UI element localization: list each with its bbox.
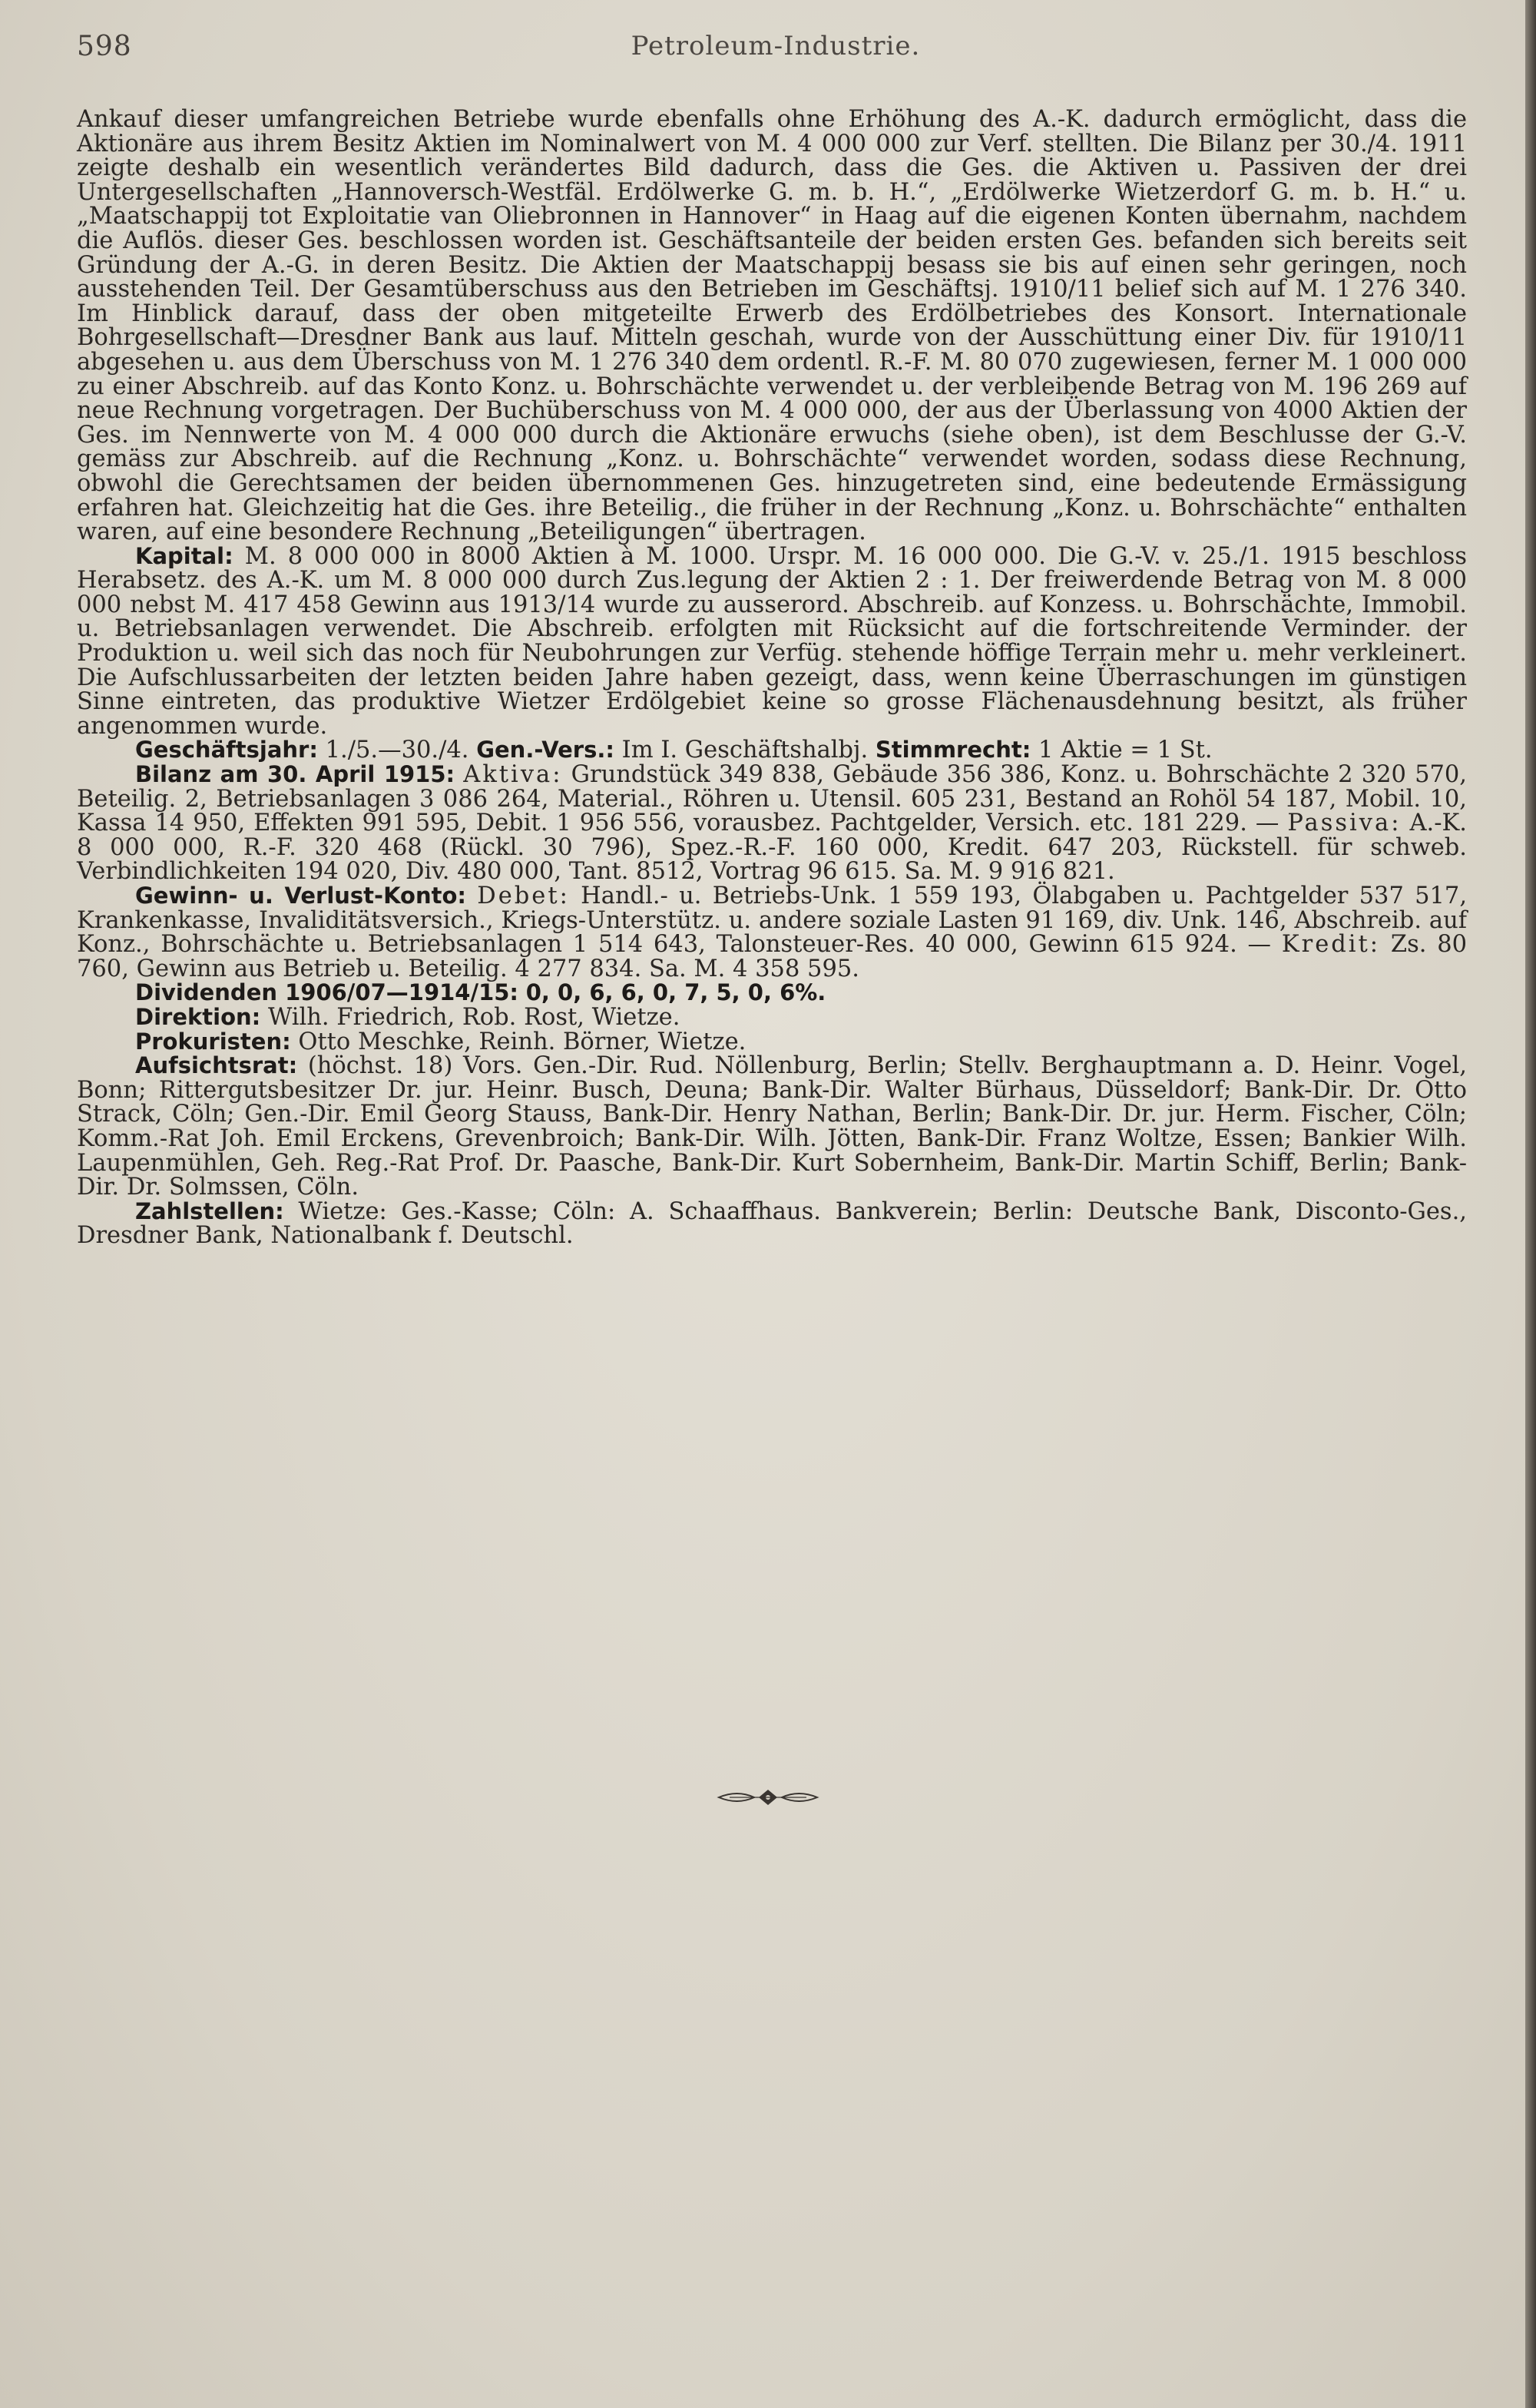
page-header xyxy=(77,31,1475,74)
direktion-text: Wilh. Friedrich, Rob. Rost, Wietze. xyxy=(267,1003,680,1031)
dividenden-label: Dividenden 1906/07—1914/15: xyxy=(135,979,519,1006)
direktion-section xyxy=(77,1005,1467,1030)
zahlstellen-label: Zahlstellen: xyxy=(135,1197,284,1224)
aktiva-text: Grundstück 349 838, Gebäude 356 386, Konz. u. Bohrschächte 2 320 570, Beteilig. 2, Betriebsanlagen 3 086 264, Material., Röhren u. Utensil. 605 231, Bestand an Rohöl 54 187, Mobil. 10, Kassa 14 950, Effekten 991 595, Debit. 1 956 556, vorausbez. Pachtgelder, Versich. etc. 181 229. — xyxy=(77,761,1467,837)
genvers-label: Gen.-Vers.: xyxy=(476,737,614,763)
kapital-label: Kapital: xyxy=(135,542,233,569)
page-edge-shadow xyxy=(1525,0,1536,2408)
guv-label: Gewinn- u. Verlust-Konto: xyxy=(135,883,466,909)
fleuron-ornament-icon xyxy=(714,1786,822,1809)
aufsichtsrat-label: Aufsichtsrat: xyxy=(135,1052,298,1079)
geschaeftsjahr-label: Geschäftsjahr: xyxy=(135,737,318,763)
aufsichtsrat-text: (höchst. 18) Vors. Gen.-Dir. Rud. Nöllenburg, Berlin; Stellv. Berghauptmann a. D. Heinr. Vogel, Bonn; Rittergutsbesitzer Dr. jur. Heinr. Busch, Deuna; Bank-Dir. Walter Bürhaus, Düsseldorf; Bank-Dir. Dr. Otto Strack, Cöln; Gen.-Dir. Emil Georg Stauss, Bank-Dir. Henry Nathan, Berlin; Bank-Dir. Dr. jur. Herm. Fischer, Cöln; Komm.-Rat Joh. Emil Erckens, Grevenbroich; Bank-Dir. Wilh. Jötten, Bank-Dir. Franz Woltze, Essen; Bankier Wilh. Laupenmühlen, Geh. Reg.-Rat Prof. Dr. Paasche, Bank-Dir. Kurt Sobernheim, Bank-Dir. Martin Schiff, Berlin; Bank-Dir. Dr. Solmssen, Cöln. xyxy=(77,1052,1467,1201)
aufsichtsrat-section xyxy=(77,1054,1467,1200)
direktion-label: Direktion: xyxy=(135,1003,261,1030)
zahlstellen-text: Wietze: Ges.-Kasse; Cöln: A. Schaaffhaus. Bankverein; Berlin: Deutsche Bank, Disconto-Ges., Dresdner Bank, Nationalbank f. Deutschl. xyxy=(77,1197,1467,1250)
prokuristen-section xyxy=(77,1030,1467,1055)
guv-section xyxy=(77,884,1467,981)
debet-text: Handl.- u. Betriebs-Unk. 1 559 193, Ölabgaben u. Pachtgelder 537 517, Krankenkasse, Invaliditätsversich., Kriegs-Unterstütz. u. andere soziale Lasten 91 169, div. Unk. 146, Abschreib. auf Konz., Bohrschächte u. Betriebsanlagen 1 514 643, Talonsteuer-Res. 40 000, Gewinn 615 924. — xyxy=(77,883,1468,959)
bilanz-section xyxy=(77,763,1467,884)
prokuristen-label: Prokuristen: xyxy=(135,1028,291,1055)
kapital-section xyxy=(77,542,1467,740)
kapital-text: M. 8 000 000 in 8000 Aktien à M. 1000. Urspr. M. 16 000 000. Die G.-V. v. 25./1. 1915 beschloss Herabsetz. des A.-K. um M. 8 000 000 durch Zus.legung der Aktien 2 : 1. Der freiwerdende Betrag von M. 8 000 000 nebst M. 417 458 Gewinn aus 1913/14 wurde zu ausserord. Abschreib. auf Konzess. u. Bohrschächte, Immobil. u. Betriebsanlagen verwendet. Die Abschreib. erfolgten mit Rücksicht auf die fortschreitende Verminder. der Produktion u. weil sich das noch für Neubohrungen zur Verfüg. stehende höffige Terrain mehr u. mehr verkleinert. Die Aufschlussarbeiten der letzten beiden Jahre haben gezeigt, dass, wenn keine Überraschungen im günstigen Sinne eintreten, das produktive Wietzer Erdölgebiet keine so grosse Flächenausdehnung besitzt, als früher angenommen wurde. xyxy=(77,542,1467,740)
geschaeftsjahr-section xyxy=(77,738,1467,763)
prokuristen-text: Otto Meschke, Reinh. Börner, Wietze. xyxy=(298,1028,746,1055)
genvers-text: Im I. Geschäftshalbj. xyxy=(621,737,869,764)
running-title: Petroleum-Industrie. xyxy=(631,31,921,61)
page-number: 598 xyxy=(77,31,132,62)
aktiva-label: Aktiva: xyxy=(463,761,563,789)
intro-paragraph: Ankauf dieser umfangreichen Betriebe wurde ebenfalls ohne Erhöhung des A.-K. dadurch ermöglicht, dass die Aktionäre aus ihrem Besitz Aktien im Nominalwert von M. 4 000 000 zur Verf. stellten. Die Bilanz per 30./4. 1911 zeigte deshalb ein wesentlich verändertes Bild dadurch, dass die Ges. die Aktiven u. Passiven der drei Untergesellschaften „Hannoversch-Westfäl. Erdölwerke G. m. b. H.“, „Erdölwerke Wietzerdorf G. m. b. H.“ u. „Maatschappij tot Exploitatie van Oliebronnen in Hannover“ in Haag auf die eigenen Konten übernahm, nachdem die Auflös. dieser Ges. beschlossen worden ist. Geschäftsanteile der beiden ersten Ges. befanden sich bereits seit Gründung der A.-G. in deren Besitz. Die Aktien der Maatschappij besass sie bis auf einen sehr geringen, noch ausstehenden Teil. Der Gesamtüberschuss aus den Betrieben im Geschäftsj. 1910/11 belief sich auf M. 1 276 340. Im Hinblick darauf, dass der oben mitgeteilte Erwerb des Erdölbetriebes des Konsort. Internationale Bohrgesellschaft—Dresdner Bank aus lauf. Mitteln geschah, wurde von der Ausschüttung einer Div. für 1910/11 abgesehen u. aus dem Überschuss von M. 1 276 340 dem ordentl. R.-F. M. 80 070 zugewiesen, ferner M. 1 000 000 zu einer Abschreib. auf das Konto Konz. u. Bohrschächte verwendet u. der verbleibende Betrag von M. 196 269 auf neue Rechnung vorgetragen. Der Buchüberschuss von M. 4 000 000, der aus der Überlassung von 4000 Aktien der Ges. im Nennwerte von M. 4 000 000 durch die Aktionäre erwuchs (siehe oben), ist dem Beschlusse der G.-V. gemäss zur Abschreib. auf die Rechnung „Konz. u. Bohrschächte“ verwendet worden, sodass diese Rechnung, obwohl die Gerechtsamen der beiden übernommenen Ges. hinzugetreten sind, eine bedeutende Ermässigung erfahren hat. Gleichzeitig hat die Ges. ihre Beteilig., die früher in der Rechnung „Konz. u. Bohrschächte“ enthalten waren, auf eine besondere Rechnung „Beteiligungen“ übertragen. xyxy=(77,106,1467,546)
debet-label: Debet: xyxy=(477,883,570,909)
zahlstellen-section xyxy=(77,1197,1467,1250)
page-body xyxy=(77,108,1467,1248)
dividenden-section xyxy=(77,981,1467,1005)
bilanz-label: Bilanz am 30. April 1915: xyxy=(135,761,455,788)
passiva-text: A.-K. 8 000 000, R.-F. 320 468 (Rückl. 30 796), Spez.-R.-F. 160 000, Kredit. 647 203, Rückstell. für schweb. Verbindlichkeiten 194 020, Div. 480 000, Tant. 8512, Vortrag 96 615. Sa. M. 9 916 821. xyxy=(77,810,1467,886)
passiva-label: Passiva: xyxy=(1287,810,1402,837)
kredit-label: Kredit: xyxy=(1281,931,1381,959)
geschaeftsjahr-text: 1./5.—30./4. xyxy=(325,737,469,764)
kredit-text: Zs. 80 760, Gewinn aus Betrieb u. Beteilig. 4 277 834. Sa. M. 4 358 595. xyxy=(77,931,1468,982)
dividenden-text: 0, 0, 6, 6, 0, 7, 5, 0, 6%. xyxy=(525,979,826,1006)
stimmrecht-label: Stimmrecht: xyxy=(875,737,1031,763)
stimmrecht-text: 1 Aktie = 1 St. xyxy=(1038,737,1213,764)
